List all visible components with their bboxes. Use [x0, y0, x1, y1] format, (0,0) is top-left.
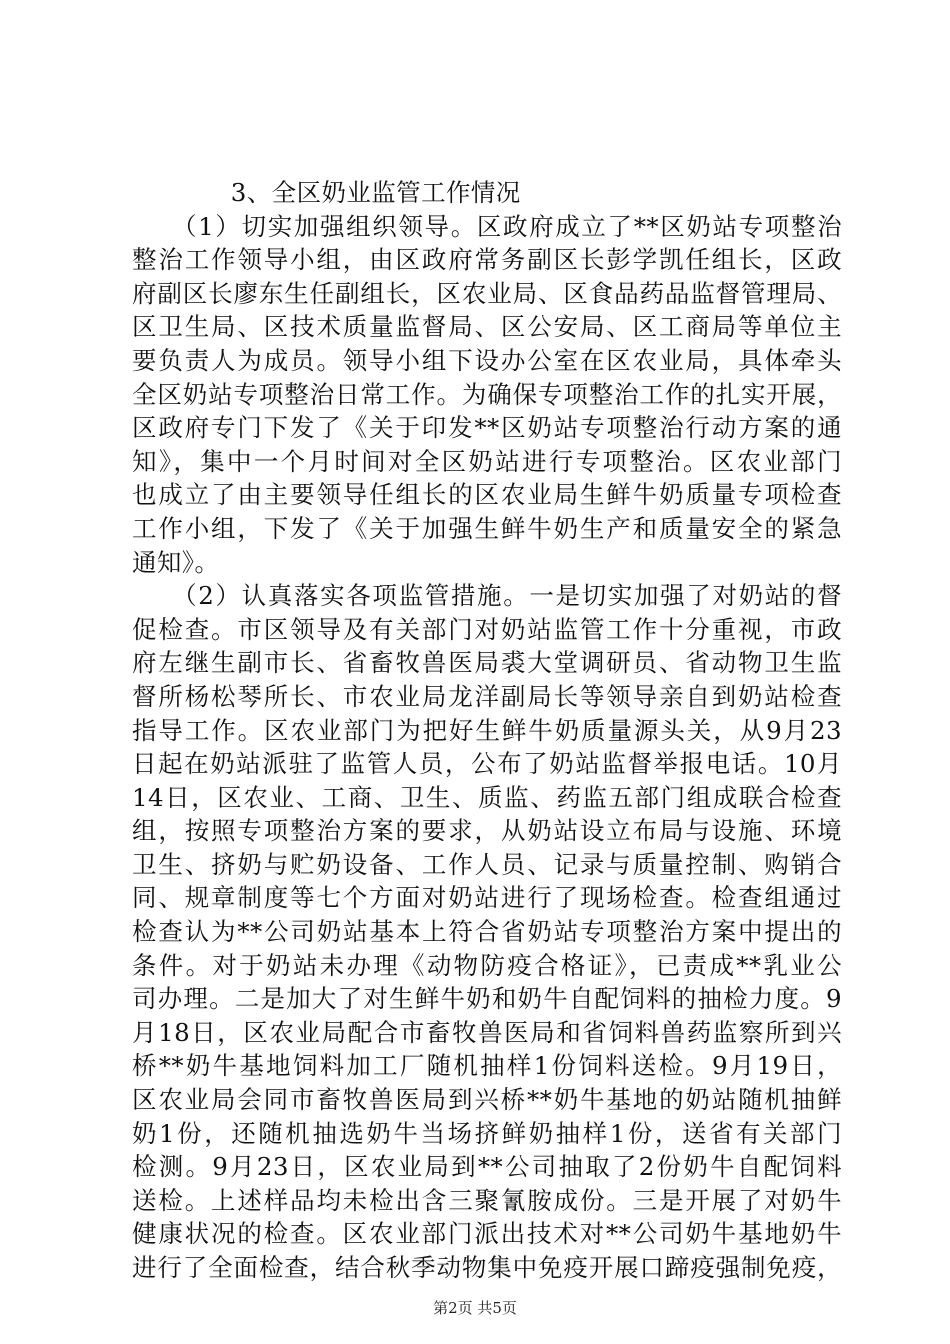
body-line: 知》，集中一个月时间对全区奶站进行专项整治。区农业部门: [132, 446, 842, 476]
body-line: 整治工作领导小组，由区政府常务副区长彭学凯任组长，区政: [132, 245, 842, 275]
body-line: 送检。上述样品均未检出含三聚氰胺成份。三是开展了对奶牛: [132, 1185, 842, 1215]
body-line: 区卫生局、区技术质量监督局、区公安局、区工商局等单位主: [132, 312, 842, 342]
body-line: 日起在奶站派驻了监管人员，公布了奶站监督举报电话。10月: [132, 749, 842, 779]
document-body: [132, 176, 842, 1285]
body-line: 工作小组，下发了《关于加强生鲜牛奶生产和质量安全的紧急: [132, 513, 842, 543]
body-line: 卫生、挤奶与贮奶设备、工作人员、记录与质量控制、购销合: [132, 849, 842, 879]
page-footer: 第2页 共5页: [433, 1299, 517, 1317]
body-line: 条件。对于奶站未办理《动物防疫合格证》，已责成**乳业公: [132, 950, 842, 980]
body-line: 检测。9月23日，区农业局到**公司抽取了2份奶牛自配饲料: [132, 1152, 842, 1182]
body-line: 全区奶站专项整治日常工作。为确保专项整治工作的扎实开展，: [132, 379, 842, 409]
body-line: 司办理。二是加大了对生鲜牛奶和奶牛自配饲料的抽检力度。9: [132, 984, 842, 1014]
body-line: 也成立了由主要领导任组长的区农业局生鲜牛奶质量专项检查: [132, 480, 842, 510]
body-line: 要负责人为成员。领导小组下设办公室在区农业局，具体牵头: [132, 345, 842, 375]
body-line: 府左继生副市长、省畜牧兽医局裘大堂调研员、省动物卫生监: [132, 648, 842, 678]
body-line: 指导工作。区农业部门为把好生鲜牛奶质量源头关，从9月23: [132, 715, 842, 745]
body-line: 同、规章制度等七个方面对奶站进行了现场检查。检查组通过: [132, 883, 842, 913]
body-line: 14日，区农业、工商、卫生、质监、药监五部门组成联合检查: [132, 782, 842, 812]
body-line: 健康状况的检查。区农业部门派出技术对**公司奶牛基地奶牛: [132, 1219, 842, 1249]
body-line: 府副区长廖东生任副组长，区农业局、区食品药品监督管理局、: [132, 278, 842, 308]
body-line: 通知》。: [132, 547, 220, 577]
body-line: 3、全区奶业监管工作情况: [181, 178, 521, 207]
body-line: 检查认为**公司奶站基本上符合省奶站专项整治方案中提出的: [132, 917, 842, 947]
body-line: （2）认真落实各项监管措施。一是切实加强了对奶站的督: [132, 581, 842, 611]
body-line: 组，按照专项整治方案的要求，从奶站设立布局与设施、环境: [132, 816, 842, 846]
body-line: 区农业局会同市畜牧兽医局到兴桥**奶牛基地的奶站随机抽鲜: [132, 1085, 842, 1115]
body-line: 进行了全面检查，结合秋季动物集中免疫开展口蹄疫强制免疫，: [132, 1253, 842, 1282]
body-line: 月18日，区农业局配合市畜牧兽医局和省饲料兽药监察所到兴: [132, 1017, 842, 1047]
body-line: 促检查。市区领导及有关部门对奶站监管工作十分重视，市政: [132, 614, 842, 644]
body-line: 奶1份，还随机抽选奶牛当场挤鲜奶抽样1份，送省有关部门: [132, 1118, 842, 1148]
body-line: 区政府专门下发了《关于印发**区奶站专项整治行动方案的通: [132, 413, 842, 443]
body-line: （1）切实加强组织领导。区政府成立了**区奶站专项整治: [132, 211, 842, 241]
body-line: 督所杨松琴所长、市农业局龙洋副局长等领导亲自到奶站检查: [132, 681, 842, 711]
body-line: 桥**奶牛基地饲料加工厂随机抽样1份饲料送检。9月19日，: [132, 1051, 842, 1081]
